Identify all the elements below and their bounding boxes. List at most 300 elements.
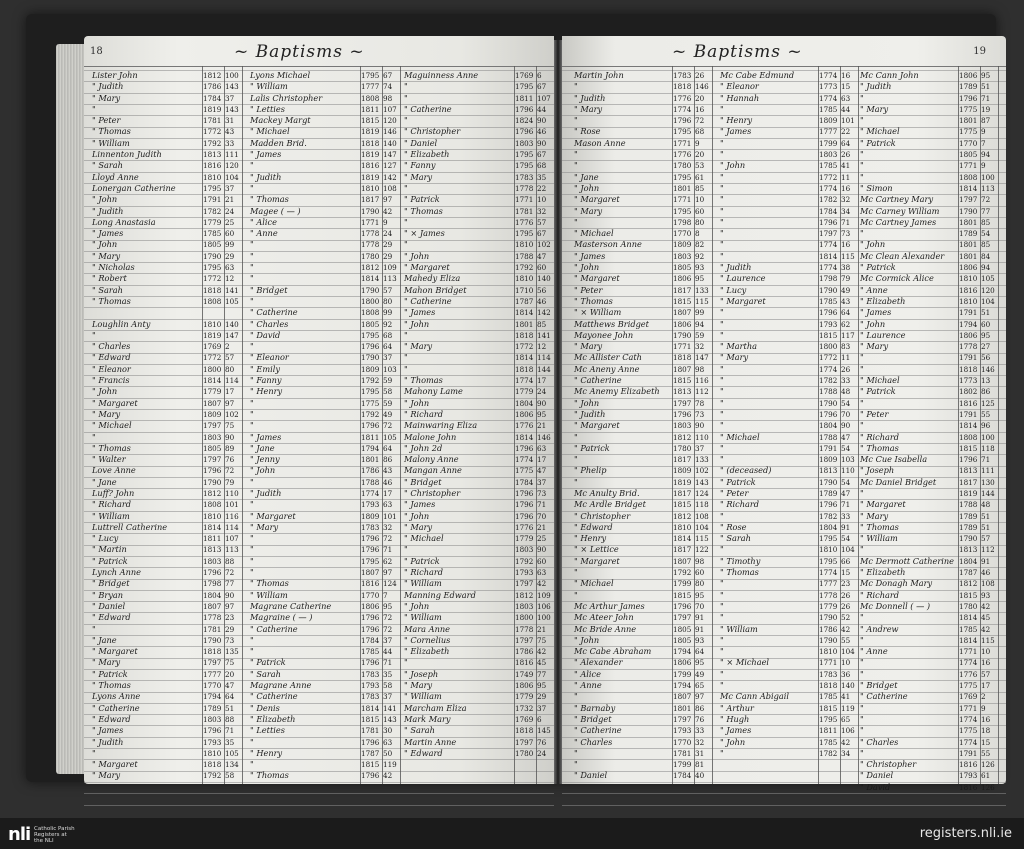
entry-number: 102 [537, 240, 551, 250]
entry-name: " [860, 634, 864, 645]
entry-number: 140 [225, 319, 239, 329]
entry-name: " Andrew [860, 623, 899, 634]
entry-name: " Alice [250, 216, 277, 227]
entry-name: " John [720, 160, 746, 171]
entry-name: Mc Aneny Anne [574, 363, 640, 374]
org-line: Catholic Parish [34, 826, 75, 832]
entry-number: 18 [981, 726, 991, 736]
entry-name: " Judith [574, 408, 606, 419]
entry-number: 72 [383, 624, 393, 634]
entry-number: 80 [695, 217, 705, 227]
entry-number: 95 [695, 590, 705, 600]
entry-year: 1781 [361, 726, 380, 736]
register-entry [572, 330, 712, 341]
entry-number: 95 [537, 409, 547, 419]
entry-name: " John [250, 465, 276, 476]
entry-year: 1790 [959, 534, 978, 544]
entry-name: " Lucy [720, 284, 747, 295]
entry-name: " [720, 171, 724, 182]
entry-name: " [720, 307, 724, 318]
entry-number: 56 [537, 285, 547, 295]
entry-name: " Hugh [720, 713, 750, 724]
register-entry [572, 206, 712, 217]
entry-year: 1769 [203, 342, 222, 352]
entry-year: 1815 [959, 443, 978, 453]
entry-number: 72 [225, 568, 235, 578]
entry-year: 1817 [673, 455, 692, 465]
entry-year: 1783 [361, 522, 380, 532]
entry-name: " [250, 420, 254, 431]
entry-name: " John [574, 397, 600, 408]
register-entry [858, 443, 998, 454]
register-entry [90, 635, 242, 646]
entry-name: " Bridget [574, 713, 612, 724]
entry-year: 1810 [203, 511, 222, 521]
entry-year: 1819 [959, 488, 978, 498]
entry-name: " Nicholas [92, 262, 135, 273]
entry-number: 75 [537, 635, 547, 645]
register-entry [248, 115, 400, 126]
entry-name: " [860, 612, 864, 623]
entry-name: " Margaret [574, 420, 620, 431]
entry-number: 143 [383, 714, 397, 724]
entry-number: 42 [841, 624, 851, 634]
register-entry [858, 217, 998, 228]
entry-name: " John [92, 194, 118, 205]
entry-year: 1793 [515, 568, 534, 578]
site-link[interactable]: registers.nli.ie [919, 826, 1012, 841]
entry-number: 77 [225, 579, 235, 589]
nli-logo[interactable]: nli [8, 824, 31, 845]
entry-number: 68 [695, 127, 705, 137]
register-entry [248, 748, 400, 759]
entry-name: " James [92, 725, 124, 736]
entry-year: 1815 [673, 296, 692, 306]
entry-year: 1806 [361, 601, 380, 611]
column-rule [998, 66, 999, 784]
entry-number: 23 [841, 579, 851, 589]
register-entry [90, 386, 242, 397]
entry-year: 1773 [819, 82, 838, 92]
entry-number: 147 [383, 150, 397, 160]
entry-name: " [404, 182, 408, 193]
entry-year: 1808 [361, 308, 380, 318]
book-gutter [554, 40, 562, 784]
entry-name: " John [574, 262, 600, 273]
register-entry [718, 330, 858, 341]
entry-name: " [860, 487, 864, 498]
entry-number: 9 [981, 127, 986, 137]
entry-year: 1811 [361, 104, 380, 114]
entry-year: 1790 [819, 635, 838, 645]
entry-number: 42 [537, 579, 547, 589]
register-entry [718, 70, 858, 81]
entry-year: 1796 [361, 613, 380, 623]
entry-name: " Michael [720, 431, 760, 442]
entry-name: " Henry [720, 115, 753, 126]
entry-number: 9 [695, 138, 700, 148]
entry-number: 101 [383, 511, 397, 521]
entry-name: " [404, 352, 408, 363]
entry-number: 25 [225, 217, 235, 227]
footer-bar [0, 818, 1024, 849]
entry-number: 105 [981, 274, 995, 284]
entry-number: 104 [981, 296, 995, 306]
register-entry [572, 296, 712, 307]
entry-number: 98 [695, 556, 705, 566]
entry-name: " [720, 329, 724, 340]
register-entry [718, 273, 858, 284]
entry-year: 1790 [203, 635, 222, 645]
entry-year: 1771 [673, 138, 692, 148]
entry-number: 26 [841, 150, 851, 160]
entry-number: 54 [981, 229, 991, 239]
entry-year: 1808 [203, 500, 222, 510]
entry-name: " [250, 533, 254, 544]
entry-name: " Jane [250, 442, 275, 453]
column-rule [712, 66, 713, 784]
register-entry [248, 691, 400, 702]
entry-name: " [574, 476, 578, 487]
entry-year: 1778 [361, 229, 380, 239]
entry-year: 1798 [203, 579, 222, 589]
entry-year: 1795 [361, 330, 380, 340]
register-entry [402, 544, 554, 555]
register-entry [90, 714, 242, 725]
entry-name: " [860, 657, 864, 668]
register-entry [402, 703, 554, 714]
entry-name: " [92, 103, 96, 114]
register-entry [718, 669, 858, 680]
entry-number: 142 [537, 308, 551, 318]
entry-number: 17 [981, 681, 991, 691]
register-entry [402, 737, 554, 748]
register-entry [858, 635, 998, 646]
entry-number: 98 [695, 364, 705, 374]
register-entry [248, 624, 400, 635]
entry-year: 1807 [203, 601, 222, 611]
register-entry [248, 183, 400, 194]
entry-year: 1804 [819, 421, 838, 431]
entry-year: 1813 [959, 545, 978, 555]
entry-number: 33 [841, 511, 851, 521]
entry-year: 1816 [959, 782, 978, 792]
register-entry [248, 590, 400, 601]
entry-year: 1774 [819, 364, 838, 374]
entry-number: 15 [841, 82, 851, 92]
entry-number: 45 [537, 658, 547, 668]
entry-number: 59 [383, 376, 393, 386]
column-rule [242, 66, 243, 784]
register-entry [858, 194, 998, 205]
register-entry [248, 432, 400, 443]
entry-number: 37 [537, 703, 547, 713]
entry-number: 113 [225, 545, 239, 555]
entry-number: 90 [225, 432, 235, 442]
entry-name: " [720, 205, 724, 216]
entry-name: " Anne [860, 284, 888, 295]
entry-year: 1793 [673, 726, 692, 736]
entry-name: " Michael [250, 126, 290, 137]
entry-name: " William [404, 578, 442, 589]
entry-number: 20 [695, 150, 705, 160]
entry-name: " Sarah [404, 725, 435, 736]
entry-name: " Catherine [860, 691, 908, 702]
register-entry [718, 319, 858, 330]
register-entry [718, 477, 858, 488]
entry-year: 1799 [673, 760, 692, 770]
entry-number: 63 [537, 443, 547, 453]
entry-number: 33 [695, 726, 705, 736]
entry-year: 1780 [673, 443, 692, 453]
register-entry [90, 398, 242, 409]
entry-year: 1795 [515, 161, 534, 171]
register-entry [858, 770, 998, 781]
entry-year: 1818 [361, 138, 380, 148]
entry-name: " Daniel [574, 770, 608, 781]
entry-year: 1785 [819, 692, 838, 702]
entry-year: 1769 [515, 714, 534, 724]
entry-number: 44 [383, 647, 393, 657]
entry-number: 72 [383, 613, 393, 623]
entry-number: 99 [695, 308, 705, 318]
register-entry [248, 93, 400, 104]
ruled-line [84, 782, 554, 783]
entry-year: 1774 [819, 263, 838, 273]
register-entry [718, 183, 858, 194]
register-entry [90, 70, 242, 81]
register-entry [90, 194, 242, 205]
entry-year: 1815 [673, 376, 692, 386]
entry-name: " Mary [860, 510, 889, 521]
register-entry [572, 601, 712, 612]
entry-number: 143 [225, 82, 239, 92]
entry-number: 146 [695, 82, 709, 92]
entry-name: Mc Cue Isabella [860, 454, 928, 465]
register-entry [402, 511, 554, 522]
register-entry [572, 646, 712, 657]
entry-name: Mc Cartney Mary [860, 194, 934, 205]
entry-number: 63 [383, 500, 393, 510]
entry-year: 1804 [203, 590, 222, 600]
entry-name: Matthews Bridget [574, 318, 649, 329]
entry-number: 91 [695, 613, 705, 623]
register-entry [248, 533, 400, 544]
entry-name: " × Lettice [574, 544, 619, 555]
entry-number: 35 [225, 737, 235, 747]
register-entry [248, 194, 400, 205]
entry-year: 1784 [515, 477, 534, 487]
entry-year: 1795 [515, 150, 534, 160]
entry-name: " [720, 680, 724, 691]
entry-name: Magrane Anne [250, 680, 312, 691]
entry-year: 1797 [515, 737, 534, 747]
register-entry [718, 251, 858, 262]
entry-number: 51 [981, 511, 991, 521]
register-entry [572, 115, 712, 126]
entry-year: 1805 [959, 150, 978, 160]
entry-name: Masterson Anne [574, 239, 642, 250]
entry-number: 107 [225, 534, 239, 544]
entry-number: 102 [695, 466, 709, 476]
register-entry [718, 748, 858, 759]
entry-number: 51 [981, 522, 991, 532]
entry-number: 101 [225, 500, 239, 510]
register-entry [248, 386, 400, 397]
entry-number: 97 [225, 601, 235, 611]
entry-number: 98 [383, 93, 393, 103]
entry-year: 1818 [673, 82, 692, 92]
entry-name: " James [720, 126, 752, 137]
entry-name: " [720, 544, 724, 555]
entry-year: 1803 [203, 714, 222, 724]
entry-number: 63 [225, 263, 235, 273]
entry-name: " Peter [92, 115, 121, 126]
register-entry [858, 352, 998, 363]
entry-number: 60 [981, 319, 991, 329]
register-entry [90, 703, 242, 714]
entry-name: Magraine ( — ) [250, 612, 313, 623]
entry-name: Mc Anemy Elizabeth [574, 386, 660, 397]
register-entry [90, 228, 242, 239]
entry-name: " Thomas [250, 770, 289, 781]
entry-name: " Emily [250, 363, 280, 374]
register-entry [718, 511, 858, 522]
entry-year: 1807 [673, 556, 692, 566]
entry-name: Long Anastasia [92, 216, 156, 227]
entry-name: " [92, 747, 96, 758]
register-entry [718, 544, 858, 555]
register-entry [248, 160, 400, 171]
entry-year: 1783 [673, 71, 692, 80]
entry-name: " Robert [92, 273, 127, 284]
entry-name: " Daniel [860, 770, 894, 781]
register-entry [402, 375, 554, 386]
entry-number: 10 [537, 195, 547, 205]
entry-name: " [860, 702, 864, 713]
entry-year: 1813 [203, 150, 222, 160]
entry-year: 1771 [819, 658, 838, 668]
entry-name: Magee ( — ) [250, 205, 301, 216]
register-entry [402, 533, 554, 544]
register-entry [858, 296, 998, 307]
register-entry [402, 748, 554, 759]
entry-number: 29 [383, 240, 393, 250]
register-entry [858, 454, 998, 465]
entry-number: 133 [695, 455, 709, 465]
entry-name: Lloyd Anne [92, 171, 139, 182]
entry-year: 1801 [959, 116, 978, 126]
entry-year: 1810 [361, 183, 380, 193]
entry-name: " James [404, 499, 436, 510]
entry-year: 1776 [959, 669, 978, 679]
entry-number: 9 [981, 703, 986, 713]
entry-year: 1780 [959, 601, 978, 611]
entry-number: 10 [981, 647, 991, 657]
register-entry [858, 420, 998, 431]
entry-number: 103 [383, 364, 397, 374]
entry-year: 1809 [673, 240, 692, 250]
register-entry [90, 262, 242, 273]
register-entry [858, 115, 998, 126]
page-number: 18 [90, 46, 103, 57]
entry-year: 1815 [959, 590, 978, 600]
entry-year: 1812 [959, 579, 978, 589]
entry-number: 78 [695, 398, 705, 408]
entry-number: 84 [981, 251, 991, 261]
entry-number: 113 [383, 274, 397, 284]
register-entry [572, 578, 712, 589]
entry-year: 1771 [361, 217, 380, 227]
entry-year: 1817 [673, 488, 692, 498]
entry-year: 1785 [203, 229, 222, 239]
entry-number: 82 [695, 240, 705, 250]
entry-number: 100 [981, 172, 995, 182]
entry-number: 24 [225, 206, 235, 216]
entry-number: 48 [981, 500, 991, 510]
register-entry [90, 409, 242, 420]
entry-name: Mason Anne [574, 137, 626, 148]
register-entry [90, 104, 242, 115]
entry-name: " [404, 657, 408, 668]
entry-year: 1799 [673, 579, 692, 589]
entry-name: " James [250, 431, 282, 442]
entry-name: " [720, 600, 724, 611]
entry-year: 1806 [959, 330, 978, 340]
entry-name: " Peter [860, 408, 889, 419]
entry-name: Manning Edward [404, 589, 476, 600]
entry-name: " Eleanor [92, 363, 131, 374]
register-entry [90, 454, 242, 465]
entry-year: 1775 [515, 466, 534, 476]
entry-year: 1818 [203, 285, 222, 295]
entry-year: 1772 [203, 353, 222, 363]
register-entry [858, 737, 998, 748]
entry-number: 90 [537, 398, 547, 408]
entry-year: 1800 [203, 364, 222, 374]
entry-number: 80 [695, 579, 705, 589]
entry-year: 1774 [819, 93, 838, 103]
entry-year: 1789 [959, 82, 978, 92]
entry-name: " [250, 736, 254, 747]
entry-number: 72 [383, 534, 393, 544]
entry-number: 54 [841, 534, 851, 544]
entry-number: 71 [537, 500, 547, 510]
entry-number: 95 [383, 601, 393, 611]
entry-number: 104 [841, 647, 855, 657]
entry-number: 95 [981, 71, 991, 80]
entry-year: 1782 [819, 511, 838, 521]
entry-number: 102 [225, 409, 239, 419]
entry-number: 44 [537, 104, 547, 114]
entry-name: " John [92, 386, 118, 397]
entry-year: 1796 [819, 500, 838, 510]
entry-name: " [720, 668, 724, 679]
entry-year: 1772 [515, 342, 534, 352]
register-entry [858, 273, 998, 284]
entry-name: " [720, 216, 724, 227]
register-entry [248, 770, 400, 781]
entry-year: 1796 [361, 658, 380, 668]
entry-number: 49 [841, 285, 851, 295]
entry-number: 87 [981, 116, 991, 126]
entry-name: " Patrick [860, 262, 896, 273]
entry-year: 1815 [819, 703, 838, 713]
entry-name: Mc Ateer John [574, 612, 634, 623]
entry-year: 1806 [673, 319, 692, 329]
left-page [84, 36, 554, 784]
entry-number: 33 [225, 138, 235, 148]
